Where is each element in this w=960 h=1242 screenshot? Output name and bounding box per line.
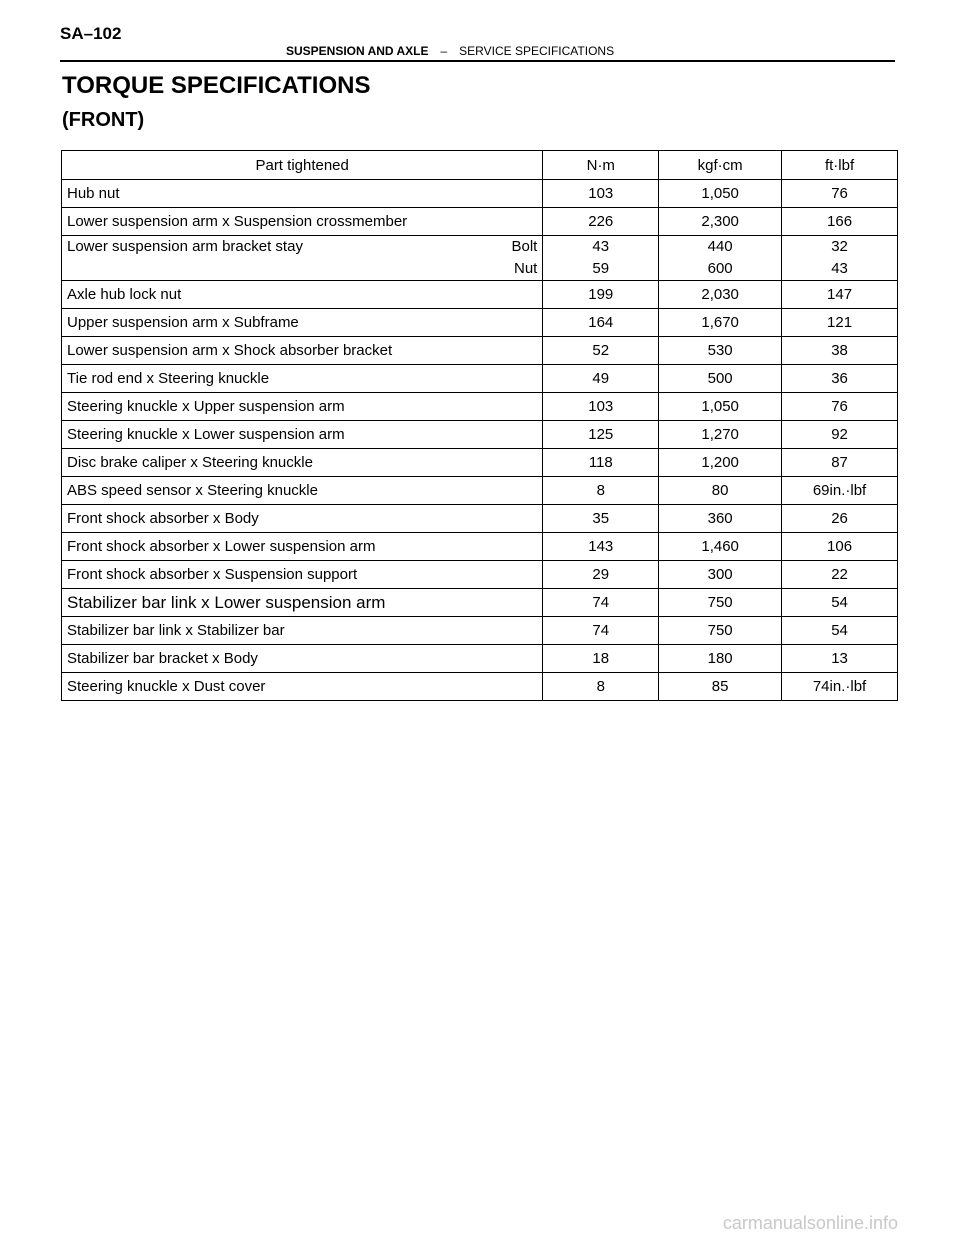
table-row (62, 337, 898, 365)
nm-cell: 29 (543, 561, 659, 589)
part-cell: Tie rod end x Steering knuckle (62, 365, 543, 393)
fastener-label-bolt: Bolt (511, 238, 538, 255)
ftlbf-cell: 147 (782, 281, 898, 309)
ftlbf-cell: 92 (782, 421, 898, 449)
kgfcm-cell: 80 (659, 477, 782, 505)
section-title: SUSPENSION AND AXLE (286, 44, 429, 58)
table-row (62, 477, 898, 505)
ftlbf-cell: 36 (782, 365, 898, 393)
part-cell: Front shock absorber x Suspension support (62, 561, 543, 589)
nm-value-nut: 59 (592, 260, 610, 277)
kgfcm-value-bolt: 440 (707, 238, 733, 255)
watermark: carmanualsonline.info (722, 1213, 898, 1233)
table-row (62, 617, 898, 645)
table-row (62, 449, 898, 477)
part-cell (62, 236, 543, 281)
table-row (62, 180, 898, 208)
nm-cell: 74 (543, 589, 659, 617)
header-rule (60, 60, 895, 62)
column-header-nm: N·m (543, 151, 659, 180)
ftlbf-cell: 76 (782, 180, 898, 208)
table-row (62, 421, 898, 449)
nm-cell: 143 (543, 533, 659, 561)
kgfcm-cell: 85 (659, 673, 782, 701)
ftlbf-cell: 76 (782, 393, 898, 421)
subsection-title: SERVICE SPECIFICATIONS (459, 44, 615, 58)
kgfcm-cell: 360 (659, 505, 782, 533)
kgfcm-value-nut: 600 (707, 260, 733, 277)
ftlbf-cell: 69in.·lbf (782, 477, 898, 505)
table-row (62, 236, 898, 281)
kgfcm-cell: 2,030 (659, 281, 782, 309)
nm-cell: 199 (543, 281, 659, 309)
ftlbf-cell: 121 (782, 309, 898, 337)
nm-cell (543, 236, 659, 281)
nm-cell: 18 (543, 645, 659, 673)
part-cell: ABS speed sensor x Steering knuckle (62, 477, 543, 505)
nm-cell: 52 (543, 337, 659, 365)
nm-cell: 125 (543, 421, 659, 449)
part-cell: Stabilizer bar link x Stabilizer bar (62, 617, 543, 645)
table-header-row (62, 151, 898, 180)
nm-cell: 35 (543, 505, 659, 533)
ftlbf-cell (782, 236, 898, 281)
kgfcm-cell: 1,670 (659, 309, 782, 337)
ftlbf-cell: 74in.·lbf (782, 673, 898, 701)
fastener-label-nut: Nut (514, 260, 538, 277)
page-title: TORQUE SPECIFICATIONS (62, 72, 371, 99)
section-separator: – (440, 44, 448, 58)
table-row (62, 645, 898, 673)
nm-cell: 49 (543, 365, 659, 393)
nm-cell: 164 (543, 309, 659, 337)
kgfcm-cell: 1,270 (659, 421, 782, 449)
nm-cell: 103 (543, 180, 659, 208)
part-cell: Hub nut (62, 180, 543, 208)
torque-spec-table (61, 150, 898, 701)
table-row (62, 365, 898, 393)
table-row (62, 561, 898, 589)
table-row (62, 281, 898, 309)
page-id: SA–102 (60, 24, 122, 43)
kgfcm-cell: 180 (659, 645, 782, 673)
part-name: Lower suspension arm bracket stay (67, 238, 303, 255)
part-cell: Front shock absorber x Lower suspension arm (62, 533, 543, 561)
ftlbf-cell: 26 (782, 505, 898, 533)
nm-value-bolt: 43 (592, 238, 610, 255)
kgfcm-cell (659, 236, 782, 281)
part-cell: Upper suspension arm x Subframe (62, 309, 543, 337)
kgfcm-cell: 500 (659, 365, 782, 393)
part-cell: Axle hub lock nut (62, 281, 543, 309)
part-cell: Steering knuckle x Dust cover (62, 673, 543, 701)
ftlbf-cell: 22 (782, 561, 898, 589)
column-header-kgfcm: kgf·cm (659, 151, 782, 180)
kgfcm-cell: 530 (659, 337, 782, 365)
running-head (286, 44, 614, 58)
nm-cell: 103 (543, 393, 659, 421)
kgfcm-cell: 1,460 (659, 533, 782, 561)
column-header-ftlbf: ft·lbf (782, 151, 898, 180)
part-cell: Lower suspension arm x Shock absorber bracket (62, 337, 543, 365)
table-row (62, 309, 898, 337)
ftlbf-cell: 106 (782, 533, 898, 561)
column-header-part: Part tightened (62, 151, 543, 180)
ftlbf-cell: 13 (782, 645, 898, 673)
ftlbf-cell: 54 (782, 617, 898, 645)
part-cell: Disc brake caliper x Steering knuckle (62, 449, 543, 477)
kgfcm-cell: 300 (659, 561, 782, 589)
part-cell: Steering knuckle x Upper suspension arm (62, 393, 543, 421)
kgfcm-cell: 1,050 (659, 393, 782, 421)
nm-cell: 118 (543, 449, 659, 477)
table-row (62, 533, 898, 561)
nm-cell: 74 (543, 617, 659, 645)
ftlbf-cell: 54 (782, 589, 898, 617)
ftlbf-value-bolt: 32 (831, 238, 848, 255)
part-cell: Lower suspension arm x Suspension crossmember (62, 208, 543, 236)
part-cell: Stabilizer bar link x Lower suspension arm (62, 589, 543, 617)
part-cell: Front shock absorber x Body (62, 505, 543, 533)
part-cell: Stabilizer bar bracket x Body (62, 645, 543, 673)
ftlbf-cell: 38 (782, 337, 898, 365)
kgfcm-cell: 2,300 (659, 208, 782, 236)
table-row (62, 505, 898, 533)
table-row (62, 393, 898, 421)
ftlbf-cell: 87 (782, 449, 898, 477)
nm-cell: 8 (543, 673, 659, 701)
table-row (62, 589, 898, 617)
part-cell: Steering knuckle x Lower suspension arm (62, 421, 543, 449)
page-subtitle: (FRONT) (62, 109, 145, 131)
table-row (62, 673, 898, 701)
kgfcm-cell: 750 (659, 617, 782, 645)
nm-cell: 8 (543, 477, 659, 505)
ftlbf-cell: 166 (782, 208, 898, 236)
kgfcm-cell: 750 (659, 589, 782, 617)
kgfcm-cell: 1,200 (659, 449, 782, 477)
ftlbf-value-nut: 43 (831, 260, 848, 277)
table-row (62, 208, 898, 236)
kgfcm-cell: 1,050 (659, 180, 782, 208)
nm-cell: 226 (543, 208, 659, 236)
